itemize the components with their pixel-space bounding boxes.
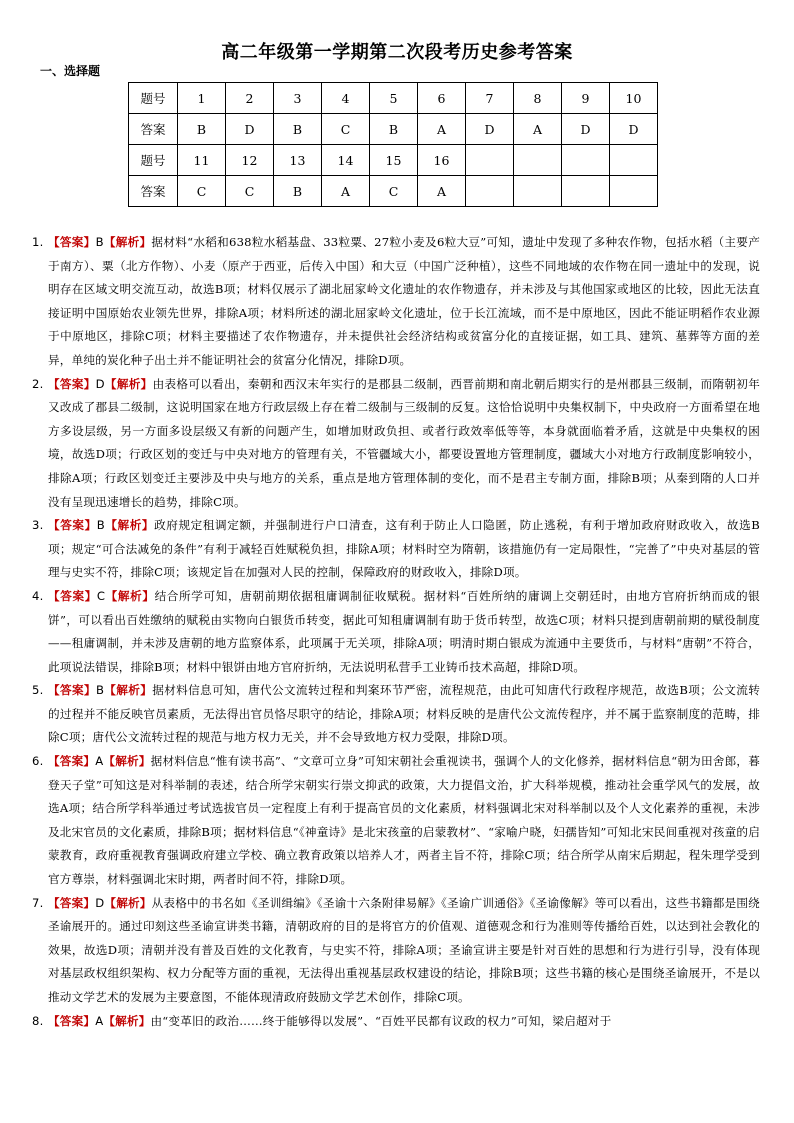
answer-key: B — [95, 683, 105, 698]
table-cell: 3 — [274, 83, 322, 114]
answer-key: D — [95, 376, 105, 391]
answer-tag: 【答案】 — [48, 235, 96, 249]
explanation-item — [32, 1010, 760, 1034]
answer-key: A — [95, 1013, 104, 1028]
answer-table — [128, 82, 658, 207]
item-number: 8. — [32, 1013, 44, 1028]
table-cell: C — [226, 176, 274, 207]
table-cell: 13 — [274, 145, 322, 176]
answer-key: A — [95, 754, 104, 769]
answer-tag: 【答案】 — [48, 376, 96, 391]
explanation-text: 政府规定租调定额，并强制进行户口清查，这有利于防止人口隐匿，防止逃税，有利于增加政府财政收入，故选B项；规定“可合法减免的条件”有利于减轻百姓赋税负担，排除A项；材料时空为隋朝，该措施仍有一定局限性，“完善了”中央对基层的管理与史实不符，排除C项；该规定旨在加强对人民的控制，保障政府的财政收入，排除D项。 — [48, 518, 760, 580]
section-heading: 一、选择题 — [40, 64, 101, 78]
table-cell: 8 — [514, 83, 562, 114]
answer-tag: 【答案】 — [48, 683, 96, 698]
table-cell: 15 — [370, 145, 418, 176]
table-cell: D — [562, 114, 610, 145]
answer-key: D — [95, 895, 105, 910]
explanation-text: 据材料信息“惟有读书高”、“文章可立身”可知宋朝社会重视读书，强调个人的文化修养，据材料信息“朝为田舍郎，暮登天子堂”可知这是对科举制的表述，结合所学宋朝实行崇文抑武的政策，大力提倡文治，扩大科举规模，推动社会重学风气的发展，故选A项；结合所学科举通过考试选拔官员一定程度上有利于提高官员的文化素质，材料强调北宋对科举制以及个人文化素养的重视，未涉及北宋官员的文化素质，排除B项；据材料信息“《神童诗》是北宋孩童的启蒙教材”、“家喻户晓，妇孺皆知”可知北宋民间重视对孩童的启蒙教育，政府重视教育强调政府建立学校、确立教育政策以培养人才，两者主旨不符，排除C项；结合所学从南宋后期起，程朱理学受到官方尊崇，材料强调北宋时期，两者时间不符，排除D项。 — [48, 754, 760, 887]
explanation-text: 由“变革旧的政治……终于能够得以发展”、“百姓平民都有议政的权力”可知，梁启超对于 — [150, 1013, 612, 1028]
explanation-item — [32, 679, 760, 750]
explanation-item — [32, 585, 760, 679]
table-cell: A — [322, 176, 370, 207]
answer-row-1 — [129, 114, 658, 145]
answer-tag: 【答案】 — [48, 518, 97, 533]
page-title: 高二年级第一学期第二次段考历史参考答案 — [221, 42, 573, 63]
answer-tag: 【答案】 — [48, 895, 96, 910]
table-cell: 9 — [562, 83, 610, 114]
table-cell: 2 — [226, 83, 274, 114]
row-header: 答案 — [129, 114, 178, 145]
analysis-tag: 【解析】 — [104, 518, 155, 533]
analysis-tag: 【解析】 — [104, 683, 153, 698]
explanation-text: 结合所学可知，唐朝前期依据租庸调制征收赋税。据材料“百姓所纳的庸调上交朝廷时，由地方官府折纳而成的银饼”，可以看出百姓缴纳的赋税由实物向白银货币转变，据此可知租庸调制有助于货币转型，故选C项；材料只提到唐朝前期的赋役制度——租庸调制，并未涉及唐朝的地方监察体系，此项属于无关项，排除A项；明清时期白银成为流通中主要货币，与材料“唐朝”不符合，此项说法错误，排除B项；材料中银饼由地方官府折纳，无法说明私营手工业铸币技术高超，排除D项。 — [48, 588, 760, 674]
table-cell: D — [610, 114, 658, 145]
table-cell: 5 — [370, 83, 418, 114]
explanation-item — [32, 892, 760, 1010]
answer-tag: 【答案】 — [48, 588, 97, 603]
analysis-tag: 【解析】 — [104, 376, 153, 391]
table-cell: 4 — [322, 83, 370, 114]
question-row-1 — [129, 83, 658, 114]
table-cell: B — [178, 114, 226, 145]
item-number: 6. — [32, 754, 44, 769]
explanation-text: 据材料“水稻和638粒水稻基盘、33粒粟、27粒小麦及6粒大豆”可知，遗址中发现了多种农作物，包括水稻（主要产于南方）、粟（北方作物）、小麦（原产于西亚，后传入中国）和大豆（中国广泛种植），这些不同地域的农作物在同一遗址中的发现，说明存在区域文明交流互动，故选B项；材料仅展示了湖北屈家岭文化遗址的农作物遗存，并未涉及与其他国家或地区的比较，因此无法直接证明中国原始农业领先世界，排除A项；材料所述的湖北屈家岭文化遗址，位于长江流域，而不是中原地区，因此不能证明稻作农业源于中原地区，排除C项；材料主要描述了农作物遗存，并未提供社会经济结构或贫富分化的直接证据，如工具、建筑、墓葬等方面的差异，单纯的炭化种子出土并不能证明社会的贫富分化情况，排除D项。 — [48, 235, 760, 367]
table-cell: 14 — [322, 145, 370, 176]
explanation-item — [32, 231, 760, 373]
table-cell — [610, 145, 658, 176]
table-cell: A — [418, 114, 466, 145]
analysis-tag: 【解析】 — [103, 235, 152, 249]
answer-key: B — [95, 235, 104, 249]
table-cell: 12 — [226, 145, 274, 176]
row-header: 题号 — [129, 83, 178, 114]
table-cell — [514, 145, 562, 176]
item-number: 1. — [32, 235, 44, 249]
table-cell — [466, 176, 514, 207]
table-cell — [610, 176, 658, 207]
table-cell — [466, 145, 514, 176]
table-cell — [562, 145, 610, 176]
answer-key: B — [96, 518, 105, 533]
analysis-tag: 【解析】 — [103, 1013, 151, 1028]
row-header: 题号 — [129, 145, 178, 176]
item-number: 5. — [32, 683, 44, 698]
item-number: 2. — [32, 376, 44, 391]
table-cell — [562, 176, 610, 207]
item-number: 3. — [32, 518, 44, 533]
table-cell — [514, 176, 562, 207]
table-cell: 11 — [178, 145, 226, 176]
table-cell: D — [226, 114, 274, 145]
explanation-list — [32, 231, 760, 1033]
table-cell: B — [274, 176, 322, 207]
table-cell: 16 — [418, 145, 466, 176]
table-cell: B — [370, 114, 418, 145]
explanation-text: 由表格可以看出，秦朝和西汉末年实行的是郡县二级制，西晋前期和南北朝后期实行的是州郡县三级制，而隋朝初年又改成了郡县二级制，这说明国家在地方行政层级上存在着二级制与三级制的反复。这恰恰说明中央集权制下，中央政府一方面希望在地方多设层级，另一方面多设层级又有新的问题产生，如增加财政负担、或者行政效率低等等，本身就面临着矛盾，这就是中央集权的困境，故选D项；行政区划的变迁与中央对地方的管理有关，不管疆域大小，都要设置地方管理制度，疆域大小对地方行政制度影响较小，排除A项；行政区划变迁主要涉及中央与地方的关系，重点是地方管理体制的变化，而不是君主专制方面，排除B项；从秦到隋的人口并没有呈现迅速增长的趋势，排除C项。 — [48, 376, 760, 509]
explanation-text: 据材料信息可知，唐代公文流转过程和判案环节严密，流程规范，由此可知唐代行政程序规范，故选B项；公文流转的过程并不能反映官员素质，无法得出官员恪尽职守的结论，排除A项；材料反映的是唐代公文流传程序，并不属于监察制度的范畴，排除C项；唐代公文流转过程的规范与地方权力无关，并不会导致地方权力受限，排除D项。 — [48, 683, 760, 745]
answer-key: C — [96, 588, 106, 603]
explanation-item — [32, 750, 760, 892]
question-row-2 — [129, 145, 658, 176]
answer-tag: 【答案】 — [48, 1013, 96, 1028]
item-number: 4. — [32, 588, 44, 603]
table-cell: C — [322, 114, 370, 145]
table-cell: A — [514, 114, 562, 145]
table-cell: B — [274, 114, 322, 145]
explanation-item — [32, 514, 760, 585]
table-cell: 7 — [466, 83, 514, 114]
analysis-tag: 【解析】 — [103, 754, 151, 769]
explanation-text: 从表格中的书名如《圣训缉编》《圣谕十六条附律易解》《圣谕广训通俗》《圣谕像解》等可以看出，这些书籍都是围绕圣谕展开的。通过印刻这些圣谕宣讲类书籍，清朝政府的目的是将官方的价值观、道德观念和行为准则等传播给百姓，以达到社会教化的效果，故选D项；清朝并没有普及百姓的文化教育，与史实不符，排除A项；圣谕宣讲主要是针对百姓的思想和行为进行引导，没有体现对基层政权组织架构、权力分配等方面的重视，无法得出重视基层政权建设的结论，排除B项；这些书籍的核心是围绕圣谕展开，不是以推动文学艺术的发展为主要意图，不能体现清政府鼓励文学艺术创作，排除C项。 — [48, 895, 760, 1004]
table-cell: C — [370, 176, 418, 207]
table-cell: D — [466, 114, 514, 145]
table-cell: 1 — [178, 83, 226, 114]
analysis-tag: 【解析】 — [105, 588, 155, 603]
item-number: 7. — [32, 895, 44, 910]
answer-tag: 【答案】 — [48, 754, 96, 769]
analysis-tag: 【解析】 — [104, 895, 152, 910]
row-header: 答案 — [129, 176, 178, 207]
table-cell: 6 — [418, 83, 466, 114]
answer-row-2 — [129, 176, 658, 207]
table-cell: C — [178, 176, 226, 207]
table-cell: 10 — [610, 83, 658, 114]
explanation-item — [32, 373, 760, 515]
table-cell: A — [418, 176, 466, 207]
